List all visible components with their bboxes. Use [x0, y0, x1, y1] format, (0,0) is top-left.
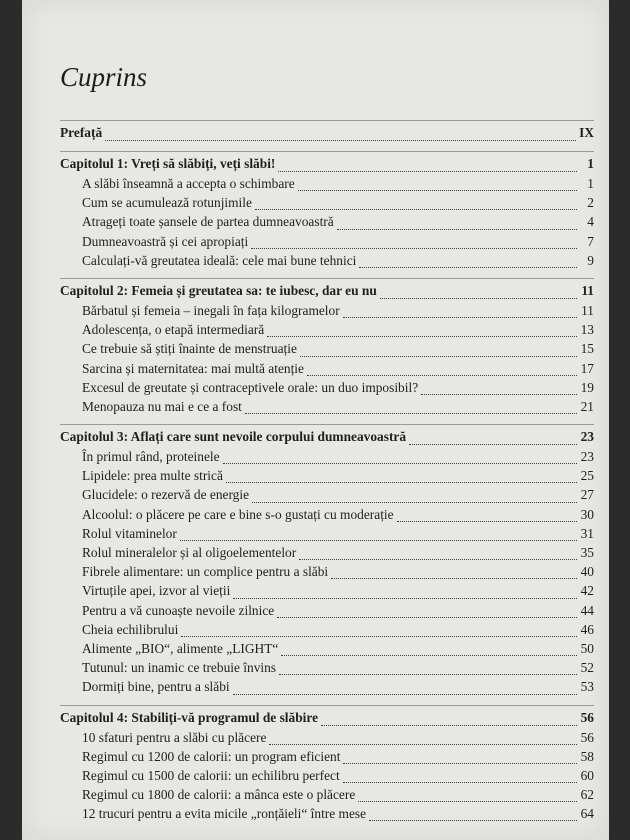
entry-label: Glucidele: o rezervă de energie — [82, 487, 250, 503]
dot-leader — [251, 248, 577, 249]
toc-subentry — [60, 468, 594, 487]
entry-page-number: 15 — [580, 341, 594, 357]
toc-subentry — [60, 564, 594, 583]
dot-leader — [337, 229, 577, 230]
entry-label: Fibrele alimentare: un complice pentru a slăbi — [82, 564, 329, 580]
toc-subentry — [60, 622, 594, 641]
toc-section — [60, 705, 594, 832]
page-title: Cuprins — [60, 62, 148, 92]
entry-page-number: 40 — [580, 564, 594, 580]
dot-leader — [233, 598, 577, 599]
dot-leader — [298, 190, 577, 191]
entry-page-number: 11 — [581, 302, 594, 318]
dot-leader — [343, 763, 577, 764]
dot-leader — [331, 578, 577, 579]
dot-leader — [369, 820, 577, 821]
toc-chapter-entry — [60, 125, 594, 145]
entry-label: Dumneavoastră și cei apropiați — [82, 233, 249, 249]
toc-subentry — [60, 253, 594, 272]
toc-subentry — [60, 234, 594, 253]
entry-label: A slăbi înseamnă a accepta o schimbare — [82, 176, 295, 191]
entry-label: Prefață — [60, 125, 103, 140]
entry-page-number: 52 — [580, 660, 594, 676]
toc-subentry — [60, 787, 594, 806]
entry-label: Capitolul 4: Stabiliți-vă programul de slăbire — [60, 709, 319, 725]
dot-leader — [409, 444, 577, 445]
toc-section — [60, 120, 594, 151]
toc-subentry — [60, 806, 594, 825]
toc-section — [60, 424, 594, 704]
entry-page-number: 44 — [580, 602, 594, 618]
toc-subentry — [60, 641, 594, 660]
entry-page-number: 62 — [580, 787, 594, 803]
entry-page-number: 1 — [587, 156, 594, 171]
toc-subentry — [60, 526, 594, 545]
dot-leader — [223, 463, 577, 464]
entry-page-number: 35 — [580, 545, 594, 560]
toc-subentry — [60, 507, 594, 526]
toc-section — [60, 278, 594, 424]
entry-page-number: 21 — [580, 398, 594, 414]
entry-page-number: 30 — [580, 506, 594, 522]
dot-leader — [299, 559, 577, 560]
entry-page-number: 31 — [580, 525, 594, 541]
entry-label: Excesul de greutate și contraceptivele orale: un duo imposibil? — [82, 379, 419, 395]
entry-page-number: 1 — [587, 176, 594, 191]
entry-page-number: 56 — [580, 729, 594, 745]
dot-leader — [277, 617, 577, 618]
dot-leader — [279, 674, 577, 675]
entry-page-number: 46 — [580, 621, 594, 637]
entry-page-number: 53 — [580, 679, 594, 695]
toc-subentry — [60, 214, 594, 233]
toc-subentry — [60, 361, 594, 380]
dot-leader — [180, 540, 577, 541]
entry-label: Pentru a vă cunoaște nevoile zilnice — [82, 602, 275, 618]
entry-label: Lipidele: prea multe strică — [82, 468, 223, 484]
entry-page-number: 4 — [587, 214, 594, 230]
entry-label: Alimente „BIO“, alimente „LIGHT“ — [82, 640, 279, 656]
entry-label: Cum se acumulează rotunjimile — [82, 195, 252, 211]
dot-leader — [233, 694, 577, 695]
toc-subentry — [60, 768, 594, 787]
entry-page-number: 9 — [587, 252, 594, 268]
entry-label: Regimul cu 1500 de calorii: un echilibru perfect — [82, 767, 340, 783]
entry-page-number: IX — [579, 125, 594, 140]
entry-page-number: 13 — [580, 322, 594, 338]
toc-subentry — [60, 322, 594, 341]
toc-subentry — [60, 341, 594, 360]
entry-label: Capitolul 3: Aflați care sunt nevoile corpului dumneavoastră — [60, 429, 407, 445]
dot-leader — [181, 636, 577, 637]
dot-leader — [380, 298, 577, 299]
book-page — [22, 0, 609, 840]
entry-page-number: 42 — [580, 583, 594, 599]
toc-chapter-entry — [60, 156, 594, 176]
toc-subentry — [60, 730, 594, 749]
entry-page-number: 11 — [581, 282, 594, 298]
toc-chapter-entry — [60, 429, 594, 449]
dot-leader — [321, 725, 577, 726]
dot-leader — [359, 267, 577, 268]
dot-leader — [281, 655, 577, 656]
entry-page-number: 7 — [587, 233, 594, 249]
entry-label: Virtuțile apei, izvor al vieții — [82, 583, 231, 599]
toc-subentry — [60, 195, 594, 214]
dot-leader — [255, 209, 577, 210]
toc-chapter-entry — [60, 710, 594, 730]
entry-page-number: 58 — [580, 748, 594, 764]
dot-leader — [343, 317, 577, 318]
dot-leader — [397, 521, 577, 522]
entry-label: Adolescența, o etapă intermediară — [82, 322, 265, 338]
entry-label: Cheia echilibrului — [82, 621, 179, 637]
dot-leader — [300, 356, 577, 357]
toc-subentry — [60, 380, 594, 399]
dot-leader — [278, 171, 577, 172]
entry-label: Menopauza nu mai e ce a fost — [82, 398, 242, 414]
entry-label: Dormiți bine, pentru a slăbi — [82, 679, 230, 695]
entry-label: Capitolul 2: Femeia și greutatea sa: te iubesc, dar eu nu — [60, 282, 377, 298]
entry-label: Bărbatul și femeia – inegali în fața kilogramelor — [82, 302, 340, 318]
entry-page-number: 25 — [580, 468, 594, 484]
entry-label: Ce trebuie să știți înainte de menstruație — [82, 341, 297, 357]
dot-leader — [343, 782, 577, 783]
entry-label: Tutunul: un inamic ce trebuie învins — [82, 660, 277, 676]
toc-subentry — [60, 176, 594, 195]
dot-leader — [267, 336, 577, 337]
entry-label: Regimul cu 1800 de calorii: a mânca este o plăcere — [82, 787, 356, 803]
entry-label: Capitolul 1: Vreți să slăbiți, veți slăbi! — [60, 156, 276, 171]
entry-page-number: 23 — [580, 449, 594, 465]
entry-page-number: 23 — [580, 429, 594, 445]
entry-label: Rolul vitaminelor — [82, 525, 177, 541]
entry-label: Alcoolul: o plăcere pe care e bine s-o gustați cu moderație — [82, 506, 394, 522]
entry-label: 12 trucuri pentru a evita micile „ronțăieli“ între mese — [82, 806, 367, 822]
toc-subentry — [60, 660, 594, 679]
entry-label: În primul rând, proteinele — [82, 449, 220, 465]
table-of-contents — [60, 120, 594, 831]
entry-page-number: 56 — [580, 709, 594, 725]
entry-label: Atrageți toate șansele de partea dumneavoastră — [82, 214, 334, 230]
entry-page-number: 27 — [580, 487, 594, 503]
dot-leader — [105, 140, 576, 141]
entry-label: Regimul cu 1200 de calorii: un program eficient — [82, 748, 341, 764]
toc-subentry — [60, 603, 594, 622]
entry-page-number: 17 — [580, 360, 594, 376]
dot-leader — [245, 413, 577, 414]
entry-label: Rolul mineralelor și al oligoelementelor — [82, 545, 297, 560]
toc-subentry — [60, 449, 594, 468]
entry-page-number: 50 — [580, 640, 594, 656]
dot-leader — [269, 744, 577, 745]
toc-subentry — [60, 749, 594, 768]
dot-leader — [252, 502, 577, 503]
entry-label: Sarcina și maternitatea: mai multă atenție — [82, 360, 304, 376]
entry-page-number: 60 — [580, 767, 594, 783]
dot-leader — [226, 482, 577, 483]
entry-page-number: 2 — [587, 195, 594, 211]
dot-leader — [358, 801, 577, 802]
toc-subentry — [60, 545, 594, 564]
toc-subentry — [60, 303, 594, 322]
toc-section — [60, 151, 594, 278]
toc-subentry — [60, 679, 594, 698]
entry-label: 10 sfaturi pentru a slăbi cu plăcere — [82, 729, 267, 745]
entry-label: Calculați-vă greutatea ideală: cele mai bune tehnici — [82, 252, 357, 268]
entry-page-number: 19 — [580, 379, 594, 395]
dot-leader — [421, 394, 577, 395]
toc-subentry — [60, 487, 594, 506]
toc-subentry — [60, 583, 594, 602]
entry-page-number: 64 — [580, 806, 594, 822]
toc-subentry — [60, 399, 594, 418]
toc-chapter-entry — [60, 283, 594, 303]
dot-leader — [307, 375, 577, 376]
